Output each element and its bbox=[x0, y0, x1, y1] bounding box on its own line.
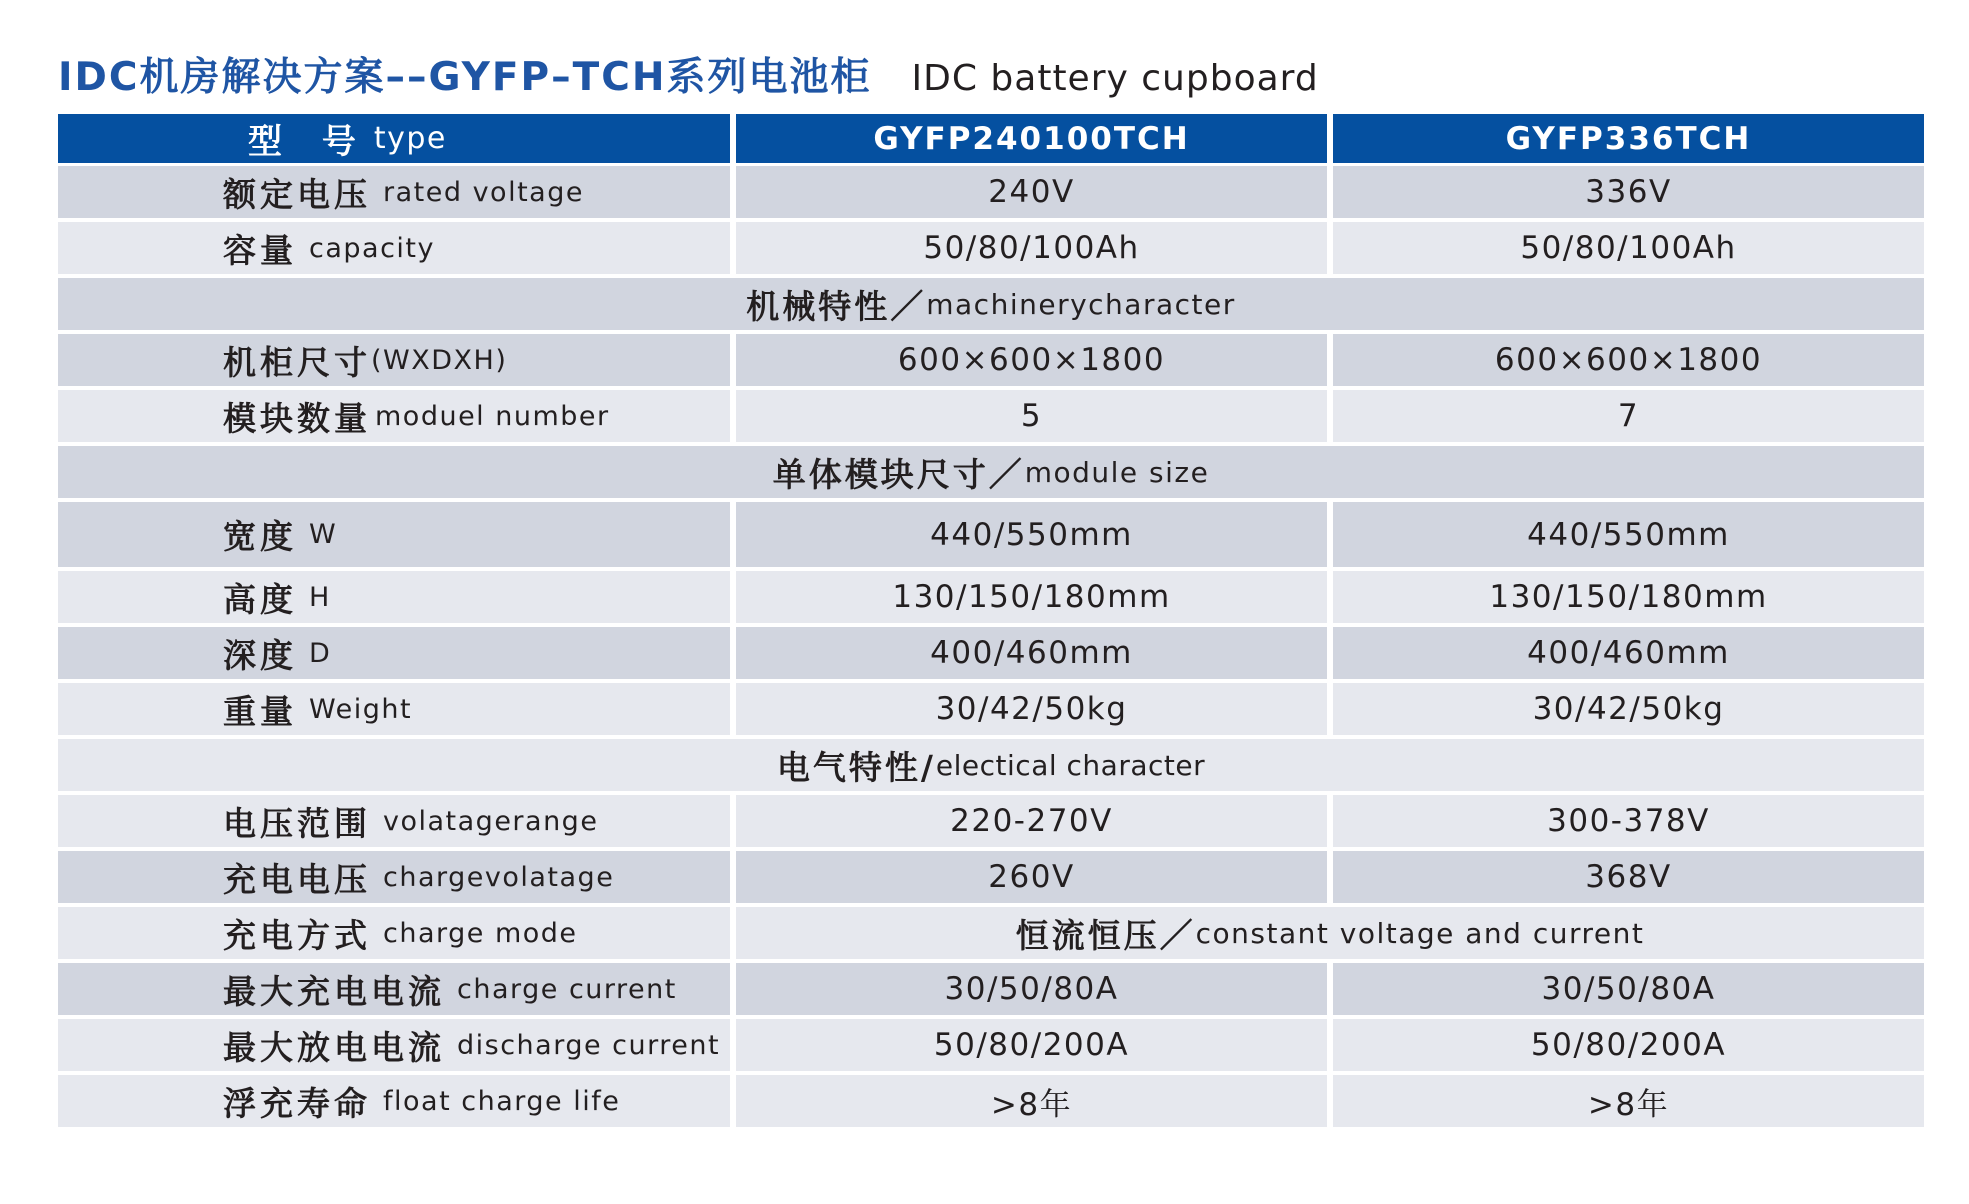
row-label bbox=[58, 571, 730, 623]
label-cn: 高度 bbox=[223, 579, 297, 619]
header-model2: GYFP336TCH bbox=[1333, 114, 1924, 163]
label-cn: 容量 bbox=[223, 230, 297, 270]
section-heading bbox=[58, 278, 1924, 330]
row-label bbox=[58, 683, 730, 735]
value-model1: 400/460mm bbox=[736, 627, 1327, 679]
value-model2: 336V bbox=[1333, 166, 1924, 218]
header-model1: GYFP240100TCH bbox=[736, 114, 1327, 163]
label-cn: 重量 bbox=[223, 691, 297, 731]
title-chinese: IDC机房解决方案––GYFP–TCH系列电池柜 bbox=[58, 55, 872, 100]
table-row-cabinet-size bbox=[58, 334, 1924, 386]
value-model2: 440/550mm bbox=[1333, 502, 1924, 567]
row-label bbox=[58, 1019, 730, 1071]
table-row-height bbox=[58, 571, 1924, 623]
label-cn: 充电方式 bbox=[223, 915, 371, 955]
value-en: constant voltage and current bbox=[1195, 916, 1645, 950]
value-model2: 30/50/80A bbox=[1333, 963, 1924, 1015]
value-model2: 7 bbox=[1333, 390, 1924, 442]
row-label bbox=[58, 627, 730, 679]
label-en: capacity bbox=[309, 232, 435, 264]
row-label bbox=[58, 334, 730, 386]
value-model1: 440/550mm bbox=[736, 502, 1327, 567]
label-en: W bbox=[309, 519, 338, 550]
label-cn: 浮充寿命 bbox=[223, 1083, 371, 1123]
value-model2: 300-378V bbox=[1333, 795, 1924, 847]
value-model1: 260V bbox=[736, 851, 1327, 903]
value-model2: 368V bbox=[1333, 851, 1924, 903]
label-cn: 模块数量 bbox=[223, 398, 371, 438]
value-model1: 30/42/50kg bbox=[736, 683, 1327, 735]
value-merged bbox=[736, 907, 1924, 959]
label-en: charge current bbox=[457, 973, 677, 1005]
table-row-voltage-range bbox=[58, 795, 1924, 847]
value-model1: 5 bbox=[736, 390, 1327, 442]
label-en: moduel number bbox=[375, 400, 610, 432]
label-cn: 最大放电电流 bbox=[223, 1027, 445, 1067]
value-model2: >8年 bbox=[1333, 1075, 1924, 1127]
value-model1: 220-270V bbox=[736, 795, 1327, 847]
section-cn: 电气特性/ bbox=[776, 747, 936, 787]
label-en: float charge life bbox=[383, 1085, 621, 1117]
table-row-float-charge-life bbox=[58, 1075, 1924, 1127]
value-model2: 130/150/180mm bbox=[1333, 571, 1924, 623]
section-cn: 机械特性／ bbox=[746, 286, 927, 326]
row-label bbox=[58, 390, 730, 442]
value-model1: >8年 bbox=[736, 1075, 1327, 1127]
row-label bbox=[58, 166, 730, 218]
value-model2: 600×600×1800 bbox=[1333, 334, 1924, 386]
table-row-module-number bbox=[58, 390, 1924, 442]
section-en: machinerycharacter bbox=[926, 287, 1236, 321]
header-type-en: type bbox=[373, 121, 447, 156]
label-en: charge mode bbox=[383, 917, 578, 949]
section-heading bbox=[58, 446, 1924, 498]
value-model2: 50/80/100Ah bbox=[1333, 222, 1924, 274]
label-cn: 电压范围 bbox=[223, 803, 371, 843]
label-en: rated voltage bbox=[383, 176, 584, 208]
table-row-max-charge-current bbox=[58, 963, 1924, 1015]
label-en: chargevolatage bbox=[383, 861, 615, 893]
label-en: D bbox=[309, 637, 332, 669]
table-row-max-discharge-current bbox=[58, 1019, 1924, 1071]
row-label bbox=[58, 795, 730, 847]
row-label bbox=[58, 963, 730, 1015]
title-english: IDC battery cupboard bbox=[911, 58, 1319, 99]
row-label bbox=[58, 907, 730, 959]
row-label bbox=[58, 851, 730, 903]
value-cn: 恒流恒压／ bbox=[1015, 915, 1196, 955]
label-cn: 最大充电电流 bbox=[223, 971, 445, 1011]
table-row-rated-voltage bbox=[58, 166, 1924, 218]
row-label bbox=[58, 222, 730, 274]
section-row-machinery bbox=[58, 278, 1924, 330]
row-label bbox=[58, 1075, 730, 1127]
table-header-row bbox=[58, 114, 1924, 162]
table-row-depth bbox=[58, 627, 1924, 679]
label-en: (WXDXH) bbox=[371, 344, 508, 376]
section-heading bbox=[58, 739, 1924, 791]
value-model2: 30/42/50kg bbox=[1333, 683, 1924, 735]
table-row-capacity bbox=[58, 222, 1924, 274]
value-model1: 30/50/80A bbox=[736, 963, 1327, 1015]
table-row-charge-mode bbox=[58, 907, 1924, 959]
value-model2: 400/460mm bbox=[1333, 627, 1924, 679]
section-row-module-size bbox=[58, 446, 1924, 498]
table-row-charge-voltage bbox=[58, 851, 1924, 903]
value-model1: 240V bbox=[736, 166, 1327, 218]
label-cn: 深度 bbox=[223, 635, 297, 675]
section-en: electical character bbox=[935, 748, 1206, 782]
label-en: discharge current bbox=[457, 1029, 721, 1061]
table-row-weight bbox=[58, 683, 1924, 735]
label-cn: 机柜尺寸 bbox=[223, 342, 371, 382]
spec-table bbox=[58, 114, 1924, 1131]
section-cn: 单体模块尺寸／ bbox=[772, 454, 1025, 494]
value-model1: 50/80/100Ah bbox=[736, 222, 1327, 274]
row-label bbox=[58, 502, 730, 567]
label-cn: 充电电压 bbox=[223, 859, 371, 899]
label-en: volatagerange bbox=[383, 805, 599, 837]
label-cn: 额定电压 bbox=[223, 174, 371, 214]
section-en: module size bbox=[1024, 455, 1210, 489]
label-cn: 宽度 bbox=[223, 517, 297, 556]
value-model1: 130/150/180mm bbox=[736, 571, 1327, 623]
value-model1: 50/80/200A bbox=[736, 1019, 1327, 1071]
value-model1: 600×600×1800 bbox=[736, 334, 1327, 386]
label-en: Weight bbox=[309, 693, 413, 725]
page-title bbox=[58, 46, 1319, 102]
label-en: H bbox=[309, 581, 331, 613]
header-type-cn: 型 号 bbox=[248, 122, 370, 162]
section-row-electrical bbox=[58, 739, 1924, 791]
value-model2: 50/80/200A bbox=[1333, 1019, 1924, 1071]
header-type-cell bbox=[58, 114, 730, 163]
table-row-width bbox=[58, 502, 1924, 567]
